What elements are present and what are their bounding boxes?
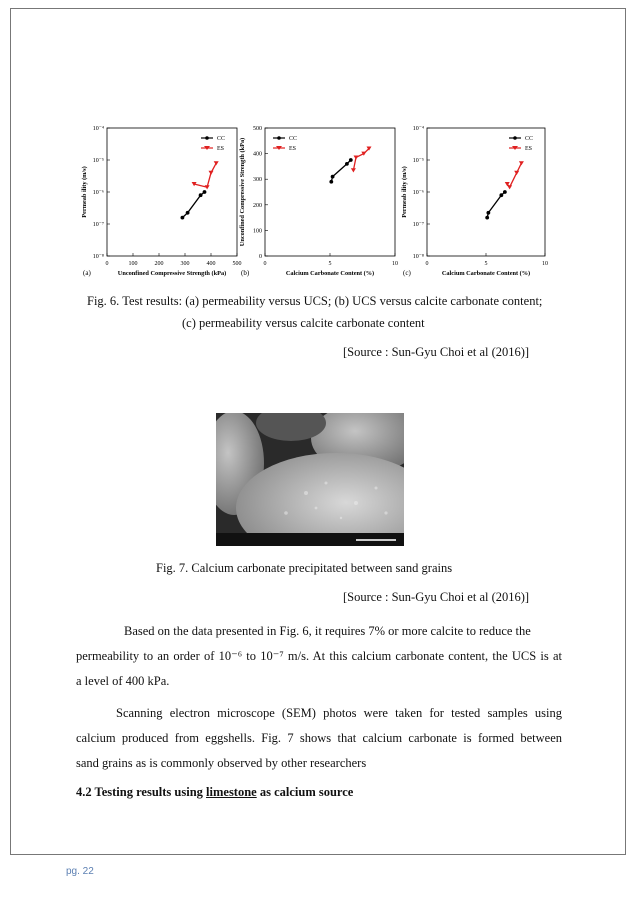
data-point-es (507, 185, 512, 189)
legend-marker (205, 136, 209, 140)
x-tick-label: 10 (392, 261, 398, 267)
legend-marker (513, 136, 517, 140)
y-axis-label: Permeab ility (m/s) (81, 166, 88, 218)
panel-label: (b) (241, 269, 250, 277)
x-tick-label: 500 (232, 261, 242, 267)
section-heading-link[interactable]: limestone (206, 785, 257, 799)
data-point-cc (331, 175, 335, 179)
x-tick-label: 0 (105, 261, 109, 267)
x-tick-label: 0 (425, 261, 429, 267)
y-tick-label: 300 (253, 177, 262, 184)
paragraph-2-line: calcium produced from eggshells. Fig. 7 shows that calcium carbonate is formed between (76, 731, 562, 745)
y-tick-label: 10⁻⁷ (92, 222, 104, 228)
y-tick-label: 10⁻⁵ (412, 158, 424, 164)
data-point-cc (345, 162, 349, 166)
series-line-es (507, 163, 521, 187)
x-tick-label: 5 (328, 261, 332, 267)
legend-label: ES (289, 146, 297, 153)
panel-label: (a) (83, 269, 91, 277)
y-axis-label: Unconfined Compressive Strength (kPa) (239, 137, 246, 247)
y-tick-label: 10⁻⁴ (412, 126, 424, 132)
x-tick-label: 300 (180, 261, 190, 267)
y-axis-label: Permeab ility (m/s) (401, 166, 408, 218)
data-point-cc (486, 211, 490, 215)
y-tick-label: 10⁻⁶ (412, 190, 424, 196)
legend-label: CC (525, 136, 534, 143)
paragraph-2 (76, 701, 562, 776)
x-tick-label: 10 (542, 261, 548, 267)
section-heading-suffix: as calcium source (256, 785, 354, 799)
data-point-cc (349, 158, 353, 162)
legend-label: CC (217, 136, 226, 143)
figure-6-caption-line2: (c) permeability versus calcite carbonate content (182, 316, 425, 330)
data-point-es (214, 161, 219, 165)
data-point-es (514, 171, 519, 175)
y-tick-label: 10⁻⁸ (412, 254, 424, 260)
paragraph-2-line: Scanning electron microscope (SEM) photos were taken for tested samples using (116, 706, 562, 720)
figure-6-charts (75, 118, 570, 278)
legend-label: ES (525, 146, 533, 153)
paragraph-1-line: permeability to an order of 10⁻⁶ to 10⁻⁷ m/s. At this calcium carbonate content, the UCS is at (76, 649, 562, 663)
figure-6-source: [Source : Sun-Gyu Choi et al (2016)] (343, 345, 530, 359)
data-point-es (354, 155, 359, 159)
series-line-es (194, 163, 216, 187)
section-heading-prefix: 4.2 Testing results using (76, 785, 207, 799)
sem-photo-image (216, 413, 404, 546)
x-axis-label: Calcium Carbonate Content (%) (285, 270, 375, 277)
x-tick-label: 5 (484, 261, 488, 267)
data-point-cc (203, 190, 207, 194)
figure-6-caption-line1: Fig. 6. Test results: (a) permeability versus UCS; (b) UCS versus calcite carbonate content; (87, 294, 543, 308)
data-point-es (209, 171, 214, 175)
legend-label: CC (289, 136, 298, 143)
legend-label: ES (217, 146, 225, 153)
data-point-cc (186, 211, 190, 215)
data-point-cc (199, 193, 203, 197)
page-number: pg. 22 (66, 866, 94, 877)
x-tick-label: 100 (128, 261, 138, 267)
y-tick-label: 10⁻⁷ (412, 222, 424, 228)
figure-6 (75, 118, 570, 278)
panel-label: (c) (403, 269, 411, 277)
data-point-es (519, 161, 524, 165)
y-tick-label: 10⁻⁸ (92, 254, 104, 260)
x-tick-label: 0 (263, 261, 267, 267)
data-point-cc (329, 180, 333, 184)
data-point-cc (503, 190, 507, 194)
paragraph-1-line: a level of 400 kPa. (76, 674, 170, 688)
x-tick-label: 200 (154, 261, 164, 267)
plot-frame-2 (265, 128, 395, 256)
paragraph-2-line: sand grains as is commonly observed by other researchers (76, 756, 367, 770)
y-tick-label: 100 (253, 228, 262, 235)
figure-7-caption: Fig. 7. Calcium carbonate precipitated between sand grains (156, 561, 453, 575)
data-point-es (351, 168, 356, 172)
section-heading (76, 785, 353, 800)
paragraph-1 (76, 619, 562, 694)
y-tick-label: 10⁻⁵ (92, 158, 104, 164)
y-tick-label: 10⁻⁴ (92, 126, 104, 132)
legend-marker (277, 136, 281, 140)
data-point-cc (499, 193, 503, 197)
y-tick-label: 10⁻⁶ (92, 190, 104, 196)
y-tick-label: 0 (259, 254, 262, 260)
y-tick-label: 200 (253, 202, 262, 209)
data-point-cc (485, 216, 489, 220)
paragraph-1-line: Based on the data presented in Fig. 6, it requires 7% or more calcite to reduce the (124, 624, 531, 638)
series-line-es (353, 148, 369, 170)
figure-7-source: [Source : Sun-Gyu Choi et al (2016)] (343, 590, 530, 604)
data-point-cc (181, 216, 185, 220)
x-axis-label: Unconfined Compressive Strength (kPa) (117, 270, 227, 277)
y-tick-label: 500 (253, 126, 262, 132)
sem-photo (216, 413, 404, 546)
x-tick-label: 400 (206, 261, 216, 267)
y-tick-label: 400 (253, 151, 262, 158)
x-axis-label: Calcium Carbonate Content (%) (441, 270, 531, 277)
